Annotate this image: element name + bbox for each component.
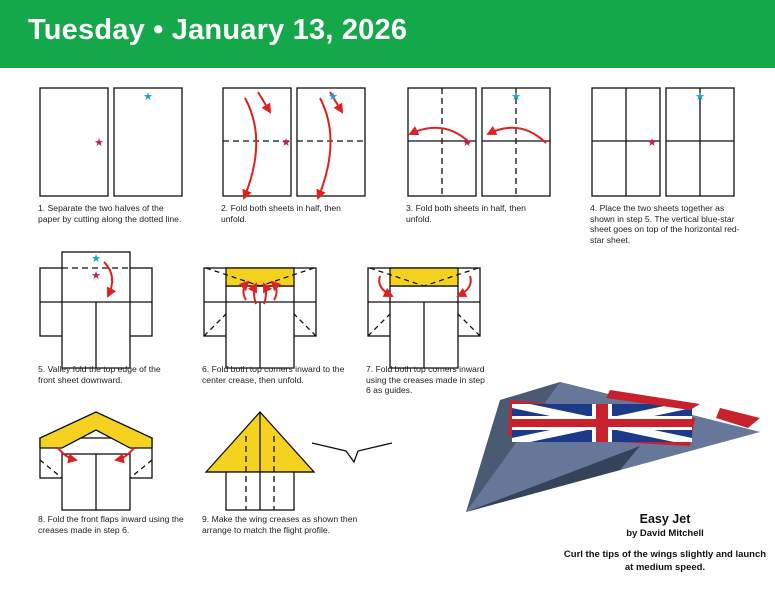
flight-profile-icon	[312, 443, 392, 462]
red-star-icon: ★	[647, 136, 657, 149]
blue-star-icon: ★	[328, 90, 338, 103]
step-9-caption: 9. Make the wing creases as shown then arrange to match the flight profile.	[202, 514, 358, 535]
step-4-caption: 4. Place the two sheets together as shown in step 5. The vertical blue-star sheet goes on top of the horizontal red-star sheet.	[590, 203, 740, 245]
step-4-diagram	[592, 88, 734, 196]
blue-star-icon: ★	[143, 90, 153, 103]
blue-star-icon: ★	[695, 90, 705, 103]
step-6-diagram	[204, 268, 316, 368]
model-author: by David Mitchell	[626, 528, 704, 539]
step-1-diagram	[40, 88, 182, 196]
model-info	[560, 512, 770, 574]
red-star-icon: ★	[462, 136, 472, 149]
step-3-caption: 3. Fold both sheets in half, then unfold.	[406, 203, 526, 224]
page-title: Tuesday • January 13, 2026	[28, 14, 408, 46]
model-note: Curl the tips of the wings slightly and launch at medium speed.	[563, 549, 767, 573]
step-2-diagram	[223, 88, 365, 196]
easy-jet-model-illustration	[466, 382, 760, 512]
step-7-diagram	[368, 268, 480, 368]
union-flag-icon	[512, 404, 692, 442]
step-9-diagram	[206, 412, 314, 510]
step-7-caption: 7. Fold both top corners inward using the creases made in step 6 as guides.	[366, 364, 485, 396]
step-8-diagram	[40, 412, 152, 510]
step-8-caption: 8. Fold the front flaps inward using the creases made in step 6.	[38, 514, 184, 535]
red-star-icon: ★	[91, 269, 101, 282]
red-star-icon: ★	[94, 136, 104, 149]
red-star-icon: ★	[281, 136, 291, 149]
step-1-caption: 1. Separate the two halves of the paper by cutting along the dotted line.	[38, 203, 182, 224]
step-5-caption: 5. Valley fold the top edge of the front sheet downward.	[38, 364, 161, 385]
step-2-caption: 2. Fold both sheets in half, then unfold.	[221, 203, 341, 224]
step-3-diagram	[408, 88, 550, 196]
blue-star-icon: ★	[91, 252, 101, 265]
step-6-caption: 6. Fold both top corners inward to the center crease, then unfold.	[202, 364, 345, 385]
model-title: Easy Jet	[639, 512, 691, 526]
blue-star-icon: ★	[511, 90, 521, 103]
